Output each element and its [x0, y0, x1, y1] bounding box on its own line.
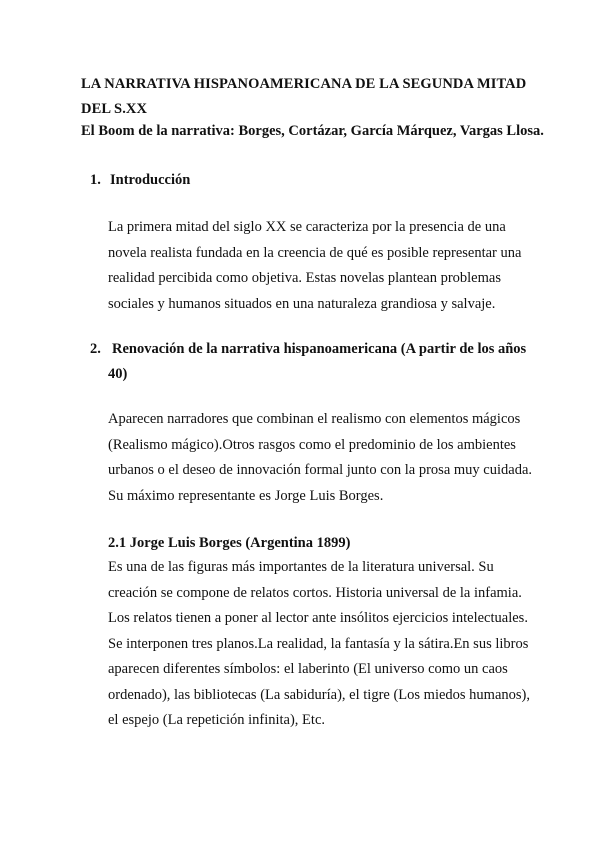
document-subtitle: El Boom de la narrativa: Borges, Cortázar, García Márquez, Vargas Llosa. [81, 123, 544, 139]
section-1-title: Introducción [110, 172, 191, 188]
paragraph-line: urbanos o el deseo de innovación formal junto con la prosa muy cuidada. [108, 462, 533, 478]
paragraph-line: Su máximo representante es Jorge Luis Borges. [108, 487, 384, 504]
paragraph-line: novela realista fundada en la creencia de qué es posible representar una [108, 244, 522, 261]
paragraph-line: Aparecen narradores que combinan el realismo con elementos mágicos [108, 411, 521, 427]
paragraph-line: sociales y humanos situados en una naturaleza grandiosa y salvaje. [108, 295, 496, 312]
paragraph-line: Es una de las figuras más importantes de la literatura universal. Su [108, 559, 494, 575]
subsection-heading: 2.1 Jorge Luis Borges (Argentina 1899) [108, 535, 351, 551]
section-1-paragraph [108, 215, 548, 317]
paragraph-line: Los relatos tienen a poner al lector ante insólitos ejercicios intelectuales. [108, 610, 528, 626]
title-line-2: DEL S.XX [81, 101, 148, 117]
paragraph-line: el espejo (La repetición infinita), Etc. [108, 712, 326, 728]
paragraph-line: Se interponen tres planos.La realidad, la fantasía y la sátira.En sus libros [108, 635, 529, 652]
section-2-title: Renovación de la narrativa hispanoamericana (A partir de los años [112, 341, 527, 357]
paragraph-line: realidad percibida como objetiva. Estas novelas plantean problemas [108, 270, 501, 286]
paragraph-line: (Realismo mágico).Otros rasgos como el predominio de los ambientes [108, 436, 516, 453]
section-2-title-continued: 40) [108, 366, 128, 382]
section-1-heading [90, 168, 530, 193]
document-title [81, 72, 531, 122]
section-2-number: 2. [90, 341, 101, 357]
paragraph-line: ordenado), las bibliotecas (La sabiduría), el tigre (Los miedos humanos), [108, 686, 530, 703]
section-1-number: 1. [90, 172, 101, 188]
title-line-1: LA NARRATIVA HISPANOAMERICANA DE LA SEGUNDA MITAD [81, 76, 527, 92]
paragraph-line: La primera mitad del siglo XX se caracteriza por la presencia de una [108, 219, 506, 235]
subsection-paragraph [108, 555, 548, 734]
paragraph-line: aparecen diferentes símbolos: el laberinto (El universo como un caos [108, 661, 508, 677]
section-2-heading [90, 337, 530, 387]
paragraph-line: creación se compone de relatos cortos. Historia universal de la infamia. [108, 584, 522, 601]
section-2-paragraph [108, 407, 548, 509]
